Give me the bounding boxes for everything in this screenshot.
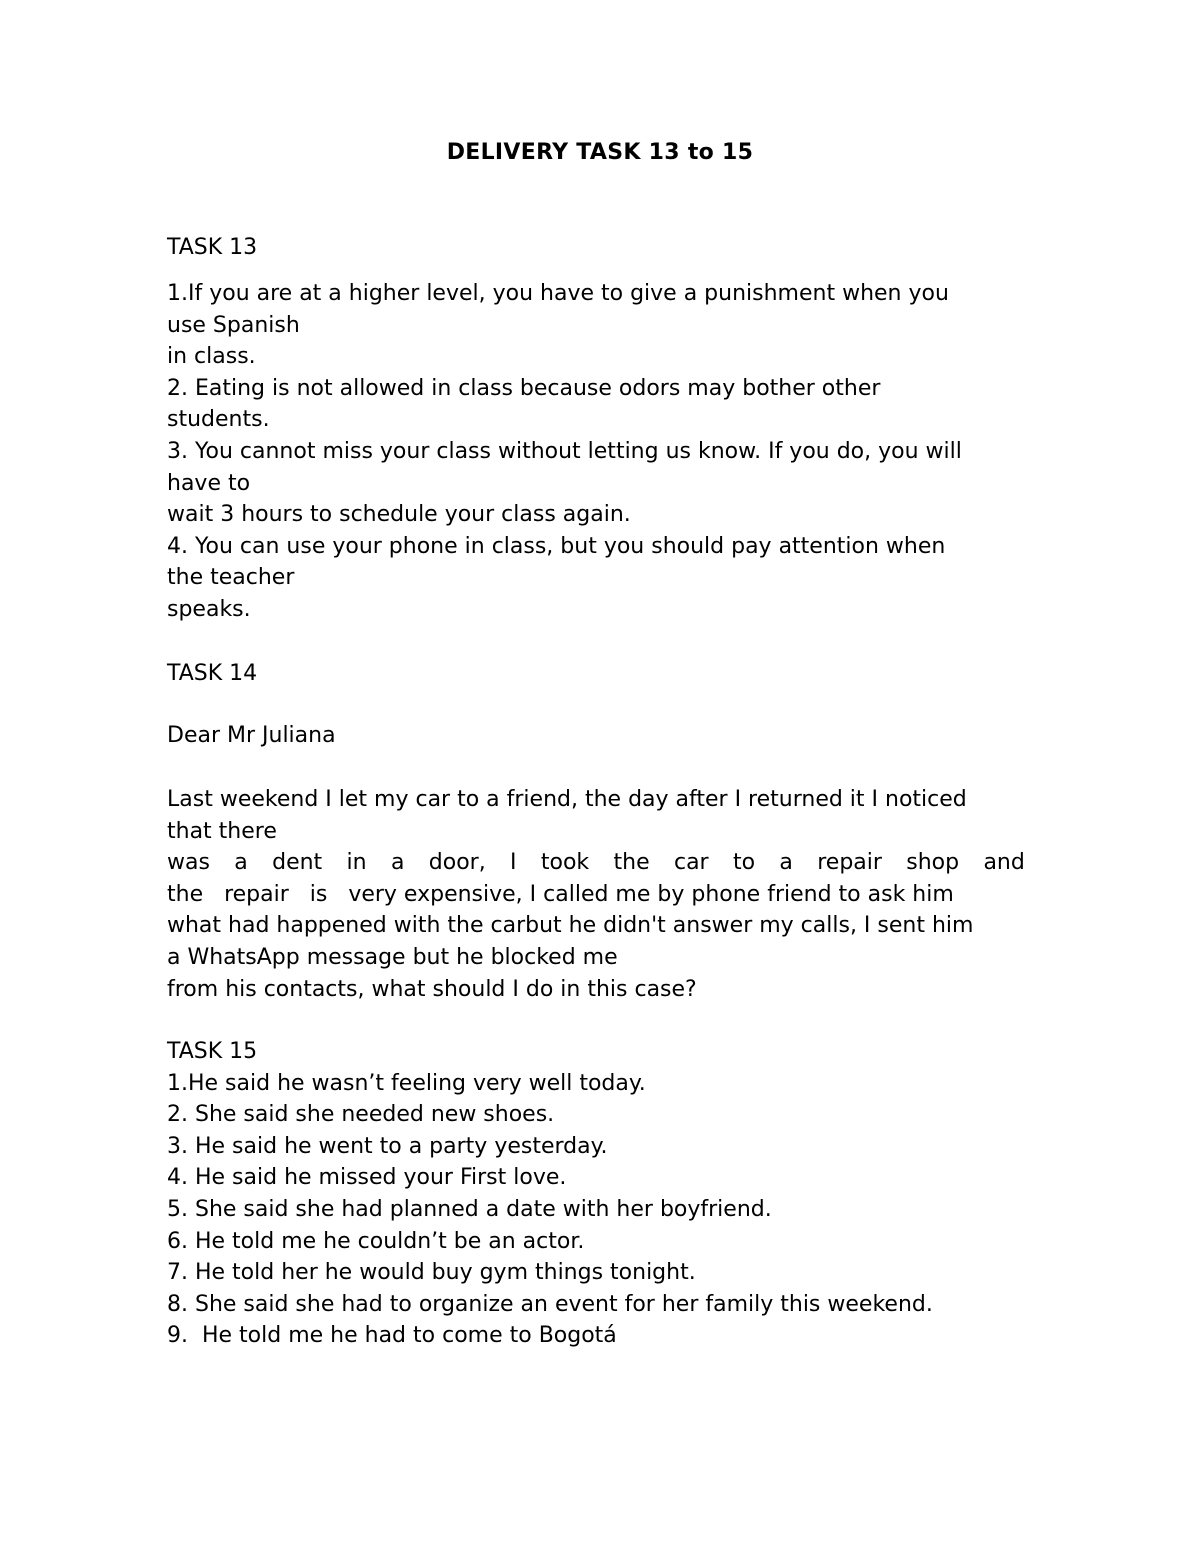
task-13-line: in class. <box>167 344 256 370</box>
task-13-line: have to <box>167 470 251 496</box>
task-13-line: students. <box>167 407 270 433</box>
letter-word: was <box>167 850 210 876</box>
letter-word: a <box>779 850 793 876</box>
task-14-heading: TASK 14 <box>167 661 258 686</box>
letter-salutation: Dear Mr Juliana <box>167 723 336 748</box>
letter-word: car <box>673 850 709 876</box>
letter-line: from his contacts, what should I do in this case? <box>167 976 697 1002</box>
task-13-line: use Spanish <box>167 312 300 338</box>
task-13-line: speaks. <box>167 596 251 622</box>
task-15-line: 1.He said he wasn’t feeling very well today. <box>167 1070 646 1096</box>
task-15-line: 3. He said he went to a party yesterday. <box>167 1133 608 1159</box>
task-15-line: 5. She said she had planned a date with her boyfriend. <box>167 1196 772 1222</box>
letter-line: the repair is very expensive, I called me by phone friend to ask him <box>167 881 954 907</box>
task-14-heading-block <box>167 658 1037 690</box>
letter-word: a <box>234 850 248 876</box>
task-13-heading-block <box>167 232 1037 264</box>
task-13-heading: TASK 13 <box>167 235 258 260</box>
task-15-body <box>167 1036 1037 1352</box>
task-14-salutation-block <box>167 720 1037 752</box>
task-15-line: 2. She said she needed new shoes. <box>167 1102 555 1128</box>
letter-line: that there <box>167 818 277 844</box>
letter-word: repair <box>817 850 882 876</box>
task-13-line: 3. You cannot miss your class without letting us know. If you do, you will <box>167 438 962 464</box>
task-13-line: 2. Eating is not allowed in class because odors may bother other <box>167 375 881 401</box>
letter-word: took <box>540 850 590 876</box>
letter-word: I <box>510 850 517 876</box>
task-15-line: 4. He said he missed your First love. <box>167 1165 567 1191</box>
letter-word: shop <box>906 850 960 876</box>
task-13-line: the teacher <box>167 565 295 591</box>
letter-word: to <box>732 850 756 876</box>
task-15-heading: TASK 15 <box>167 1039 258 1064</box>
task-15-line: 8. She said she had to organize an event for her family this weekend. <box>167 1291 933 1317</box>
letter-line: what had happened with the carbut he didn't answer my calls, I sent him <box>167 913 974 939</box>
task-14-body <box>167 784 1037 1005</box>
task-15-line: 6. He told me he couldn’t be an actor. <box>167 1228 585 1254</box>
task-13-line: 4. You can use your phone in class, but you should pay attention when <box>167 533 946 559</box>
letter-word: and <box>983 850 1025 876</box>
letter-line: a WhatsApp message but he blocked me <box>167 944 618 970</box>
letter-word: a <box>390 850 405 876</box>
letter-line-justified <box>167 847 1025 879</box>
task-13-body <box>167 278 1037 626</box>
letter-word: in <box>346 850 367 876</box>
task-13-line: wait 3 hours to schedule your class again. <box>167 502 631 528</box>
letter-line: Last weekend I let my car to a friend, the day after I returned it I noticed <box>167 787 967 812</box>
task-15-line: 9. He told me he had to come to Bogotá <box>167 1323 617 1349</box>
task-13-line: 1.If you are at a higher level, you have to give a punishment when you <box>167 281 949 306</box>
letter-word: the <box>613 850 650 876</box>
letter-word: dent <box>272 850 323 876</box>
letter-word: door, <box>428 850 486 876</box>
task-15-line: 7. He told her he would buy gym things tonight. <box>167 1260 696 1286</box>
document-title: DELIVERY TASK 13 to 15 <box>446 140 754 165</box>
